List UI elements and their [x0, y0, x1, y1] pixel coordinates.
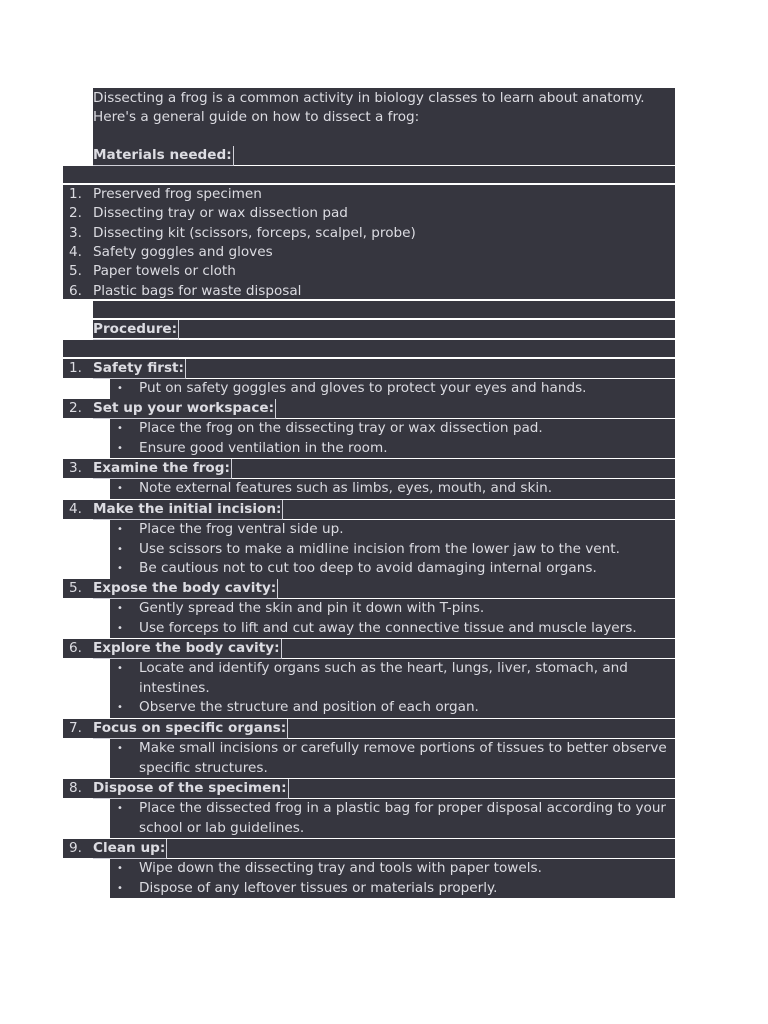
- step-number: 1.: [69, 360, 82, 376]
- step-bullet-text: specific structures.: [139, 759, 268, 776]
- material-item: Dissecting kit (scissors, forceps, scalpel, probe): [93, 224, 416, 241]
- step-bullet-text: Make small incisions or carefully remove portions of tissues to better observe: [139, 740, 667, 756]
- list-item-number: 2.: [69, 205, 82, 222]
- step-bullet-text: Place the frog on the dissecting tray or wax dissection pad.: [139, 420, 543, 436]
- bullet-icon: •: [117, 863, 123, 874]
- material-item: Safety goggles and gloves: [93, 243, 273, 260]
- procedure-heading: Procedure:: [93, 320, 179, 340]
- intro-line-2: Here's a general guide on how to dissect a frog:: [93, 109, 420, 125]
- bullet-icon: •: [117, 543, 123, 555]
- step-bullet-text: school or lab guidelines.: [139, 819, 305, 836]
- step-bullet-text: Note external features such as limbs, eyes, mouth, and skin.: [139, 480, 553, 496]
- step-bullet-text: Ensure good ventilation in the room.: [139, 439, 388, 456]
- step-number: 9.: [69, 840, 82, 856]
- step-bullet-text: Place the dissected frog in a plastic bag for proper disposal according to your: [139, 800, 667, 816]
- step-bullet-text: Place the frog ventral side up.: [139, 521, 344, 537]
- spacer-bar: [93, 301, 675, 318]
- material-item: Dissecting tray or wax dissection pad: [93, 205, 348, 222]
- bullet-icon: •: [117, 563, 123, 574]
- bullet-icon: •: [117, 882, 123, 894]
- material-item: Plastic bags for waste disposal: [93, 282, 302, 299]
- step-bullet-text: Put on safety goggles and gloves to protect your eyes and hands.: [139, 380, 587, 396]
- bullet-icon: •: [117, 603, 123, 614]
- step-number: 5.: [69, 580, 82, 596]
- bullet-icon: •: [117, 702, 123, 713]
- material-item: Preserved frog specimen: [93, 186, 262, 202]
- step-title: Safety first:: [93, 359, 186, 379]
- list-item-number: 5.: [69, 263, 82, 280]
- step-number: 4.: [69, 501, 82, 517]
- step-bullet-text: Use scissors to make a midline incision from the lower jaw to the vent.: [139, 540, 620, 557]
- bullet-icon: •: [117, 743, 123, 754]
- step-bullet-text: Observe the structure and position of each organ.: [139, 699, 479, 715]
- bullet-icon: •: [117, 423, 123, 434]
- step-bullet-text: intestines.: [139, 679, 210, 696]
- procedure-heading-bar: [93, 320, 675, 338]
- step-bullet-text: Gently spread the skin and pin it down with T-pins.: [139, 600, 485, 616]
- step-bullet-text: Dispose of any leftover tissues or materials properly.: [139, 879, 498, 896]
- step-number: 3.: [69, 460, 82, 476]
- bullet-icon: •: [117, 663, 123, 674]
- step-title: Make the initial incision:: [93, 500, 283, 520]
- step-number: 8.: [69, 780, 82, 796]
- step-title: Explore the body cavity:: [93, 639, 282, 659]
- step-number: 7.: [69, 720, 82, 736]
- step-title: Clean up:: [93, 839, 167, 859]
- bullet-icon: •: [117, 524, 123, 535]
- step-title: Examine the frog:: [93, 459, 232, 479]
- step-number: 2.: [69, 400, 82, 416]
- spacer-bar: [63, 166, 675, 183]
- spacer-bar: [63, 340, 675, 357]
- material-item: Paper towels or cloth: [93, 263, 236, 280]
- step-title: Set up your workspace:: [93, 399, 276, 419]
- list-item-number: 6.: [69, 282, 82, 299]
- bullet-icon: •: [117, 383, 123, 394]
- intro-line-1: Dissecting a frog is a common activity in biology classes to learn about anatomy.: [93, 90, 645, 106]
- step-bullet-text: Use forceps to lift and cut away the connective tissue and muscle layers.: [139, 619, 637, 636]
- step-bullet-text: Be cautious not to cut too deep to avoid damaging internal organs.: [139, 560, 597, 576]
- step-title: Focus on specific organs:: [93, 719, 288, 739]
- step-bullet-text: Wipe down the dissecting tray and tools with paper towels.: [139, 860, 542, 876]
- bullet-icon: •: [117, 442, 123, 454]
- bullet-icon: •: [117, 483, 123, 494]
- bullet-icon: •: [117, 803, 123, 814]
- step-title: Dispose of the specimen:: [93, 779, 289, 799]
- materials-heading: Materials needed:: [93, 146, 234, 166]
- step-number: 6.: [69, 640, 82, 656]
- list-item-number: 3.: [69, 224, 82, 241]
- step-bullet-text: Locate and identify organs such as the heart, lungs, liver, stomach, and: [139, 660, 628, 676]
- list-item-number: 1.: [69, 186, 82, 202]
- list-item-number: 4.: [69, 243, 82, 260]
- bullet-icon: •: [117, 622, 123, 634]
- step-title: Expose the body cavity:: [93, 579, 278, 599]
